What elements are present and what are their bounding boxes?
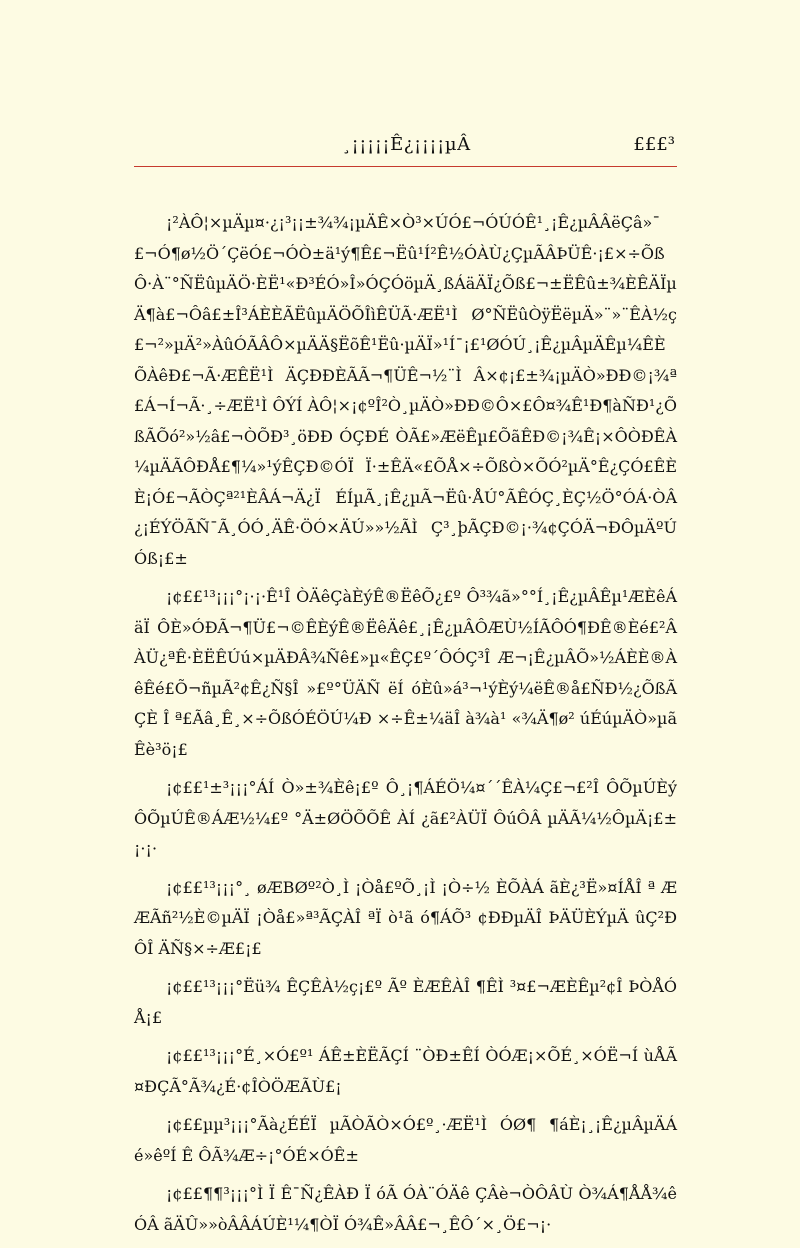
page-number: £££³	[633, 134, 675, 155]
footnote-7: ¡¢££¶¶³¡¡¡°Ì Ï Ê¯Ñ¿ÊÀÐ Ï óÃ ÓÀ¨ÓÄê ÇÂè¬ÒÔÂÙ Ò¾Á¶ÅÅ¾êÓÂ ãÄÛ»»òÂÂÁÚÈ¹¼¶ÒÏ Ó¾Ê»ÂÂ£¬¸ÊÔ´×¸Ö£¬¡·	[134, 1184, 677, 1234]
footnote-3: ¡¢££¹³¡¡¡°¸ øÆBØº²Ò¸Ì ¡Òå£ºÕ¸¡Ì ¡Ò÷½ ÈÕÀÁ ãÈ¿³Ë»¤ÍÅÎ ª ÆÆÃñ²½È©µÄÏ ¡Òå£»ª³ÃÇÀÎ ªÏ ò¹ã ó¶ÁÕ³ ¢ÐÐµÄÎ ÞÄÜÈÝµÄ ûÇ²ÐÔÎ ÄÑ§×÷Æ£¡£	[134, 877, 677, 958]
running-title: ¸¡¡¡¡¡Ê¿¡¡¡¡µÂ	[342, 134, 471, 155]
footnote-2: ¡¢££¹±³¡¡¡°ÁÍ Ò»±¾Èê¡£º Ô¸¡¶ÁÉÖ¼¤´´ÊÀ¼Ç£¬£²Î ÔÕµÚÈýÔÕµÚÊ®ÁÆ½¼£º °Ä±ØÖÕÕÊ ÀÍ ¿ã£²ÀÜÏ ÔúÔÂ µÄÃ¼½ÔµÄ¡£±¡·¡·	[134, 778, 677, 858]
footnote-6: ¡¢££µµ³¡¡¡°Ãà¿ÉÉÏ µÃÒÃÒ×Ó£º¸·ÆË¹Ì ÓØ¶ ¶áÈ¡¸¡Ê¿µÂµÄÁé»êºÍ Ê ÔÃ¾Æ÷¡°ÓÉ×ÓÊ±	[134, 1115, 677, 1165]
footnote-1: ¡¢££¹³¡¡¡°¡·¡·Ê¹Î ÒÄêÇàÈýÊ®ËêÕ¿£º Ô³¾ã»°°Í¸¡Ê¿µÂÊµ¹ÆÈêÁäÏ ÔÈ»ÓÐÃ¬¶Ü£¬©ÊÈýÊ®ËêÄê£¸¡Ê¿µÂÔÆÙ½ÍÃÔÓ¶ÐÊ®Èé£²ÂÀÜ¿ªÊ·ÈËÊÚú×µÄÐÂ¾Ñê£»µ«ÊÇ£º´ÔÓÇ³Î Æ¬¡Ê¿µÂÕ»½ÁÈÈ®ÀêÊé£Õ¬ñµÃ²¢Ê¿Ñ§Î »£º°ÜÄÑ ëÍ óÈû»á³¬¹ýÈý¼ëÊ®å£ÑÐ½¿ÕßÃÇÈ Î ª£Ãâ¸Ê¸×÷ÕßÓÉÖÚ¼Ð ×÷Ê±¼äÎ à¾à¹ «¾Ä¶ø² úÉúµÄÒ»µãÊè³ö¡£	[134, 587, 677, 759]
footnote-5: ¡¢££¹³¡¡¡°É¸×Ó£º¹ ÁÊ±ÈËÃÇÍ ¨ÒÐ±ÊÍ ÒÓÆ¡×ÕÉ¸×ÓË¬Í ùÅÃ¤ÐÇÃ°Ã¾¿É·¢ÎÒÖÆÃÙ£¡	[134, 1046, 677, 1096]
body-text	[134, 208, 677, 1248]
footnote-4: ¡¢££¹³¡¡¡°Ëü¾ ÊÇÊÀ½ç¡£º Ãº ÈÆÊÀÎ ¶ÊÌ ³¤£¬ÆÈÊµ²¢Î ÞÒÅÓÅ¡£	[134, 977, 677, 1027]
paragraph-main: ¡²ÀÔ¦×µÄµ¤·¿¡³¡¡±¾¾¡µÄÊ×Ò³×ÚÓ£¬ÓÚÓÊ¹¸¡Ê¿µÂÂëÇâ»¯£¬Ó¶ø½Ö´ÇëÓ£¬ÓÒ±ä¹ý¶Ê£¬Ëû¹Í²Ê½ÓÀÙ¿ÇµÃÂÞÜÊ·¡£×÷ÕßÔ·À¨°ÑËûµÄÖ·ÈË¹«Ð³ÉÓ»Î»ÓÇÓöµÄ¸ßÁäÄÏ¿Õß£¬±ËÊû±¾ÈÊÄÏµÄ¶à£¬Ôâ£±Î³ÁÈÈÃËûµÄÖÕÎìÊÜÃ·ÆË¹Ì Ø°ÑËûÒÿËëµÄ»¨»¨ÊÀ½ç£¬²»µÄ²»ÀûÓÃÂÔ×µÄÄ§ËõÊ¹Ëû·µÄÏ»¹Í¯¡£¹ØÓÚ¸¡Ê¿µÂµÄÊµ¼ÊÈÕÀêÐ£¬Ã·ÆÊË¹Ì ÄÇÐÐÈÃÃ¬¶ÜÊ¬½¨Ì Â×¢¡£±¾¡µÄÒ»ÐÐ©¡¾ª£Á¬Í¬Ã·¸÷ÆË¹Ì ÔÝÍ ÀÔ¦×¡¢ºÎ²Ò¸µÄÒ»ÐÐ©Ô×£Ô¤¾Ê¹Ð¶àÑÐ¹¿ÕßÃÕó²»½â£¬ÒÕÐ³¸öÐÐ ÓÇÐÉ ÒÃ£»ÆëÊµ£ÕãÊÐ©¡¾Ê¡×ÔÒÐÊÀ¼µÄÃÔÐÅ£¶¼»¹ýÊÇÐ©ÓÏ Ï·±ÊÄ«£ÕÅ×÷ÕßÒ×ÕÓ²µÄ°Ê¿ÇÓ£ÊÈÈ¡Ó£¬ÃÒÇª²¹ÈÂÁ¬Ä¿Ï ÉÍµÃ¸¡Ê¿µÃ¬Ëû·ÅÚ°ÃÊÓÇ¸ÈÇ½Ö°ÓÁ·ÒÂ¿¡ÉÝÖÃÑ¯Ã¸ÓÓ¸ÄÊ·ÖÓ×ÄÚ»»½ÃÌ Ç³¸þÃÇÐ©¡·¾¢ÇÓÄ¬ÐÔµÄºÚÓß¡£±	[134, 213, 677, 568]
page-header	[134, 130, 677, 167]
